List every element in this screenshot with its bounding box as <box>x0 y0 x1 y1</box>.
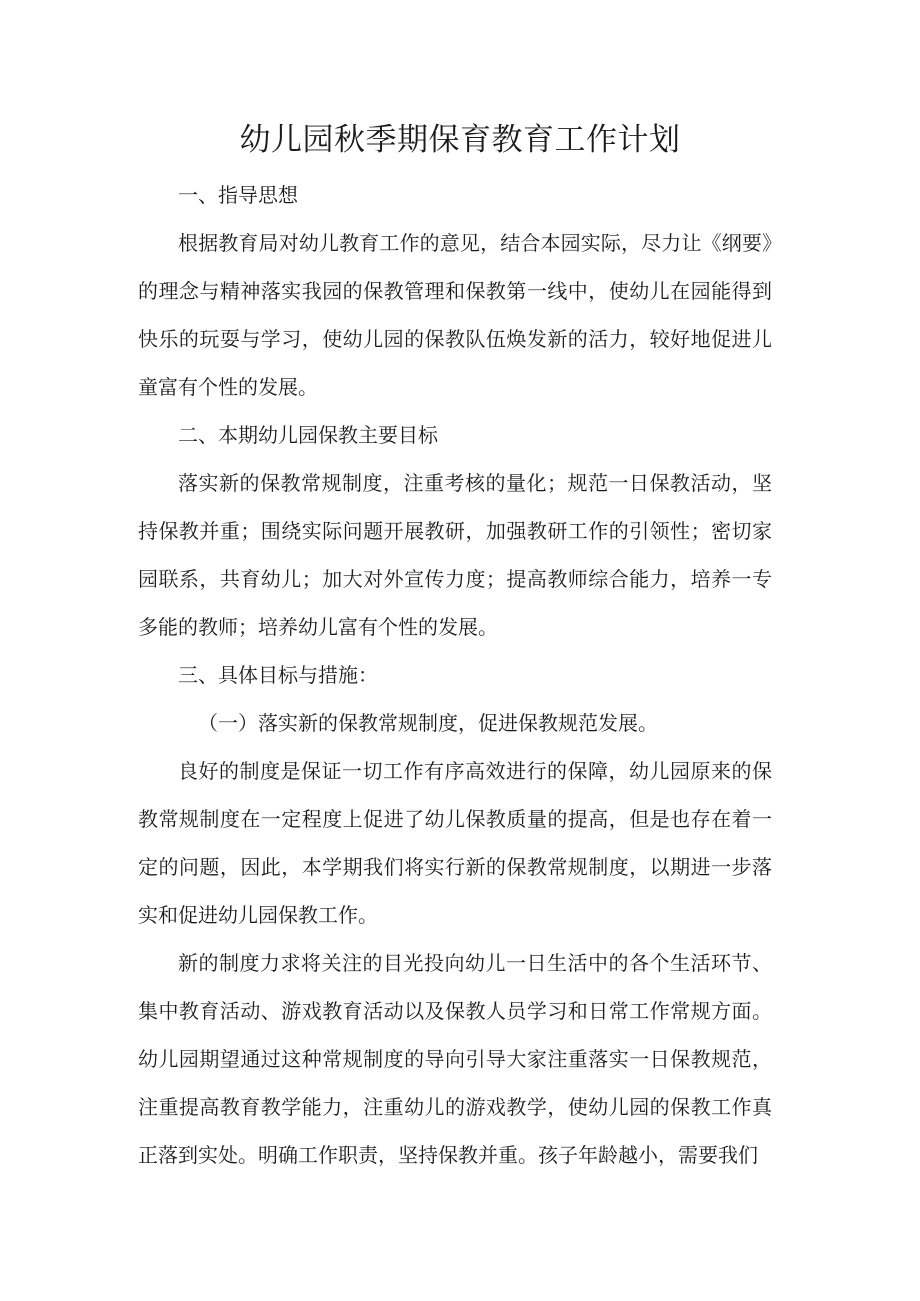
section-heading-guiding-ideology: 一、指导思想 <box>178 183 298 207</box>
document-title: 幼儿园秋季期保育教育工作计划 <box>239 122 681 158</box>
body-paragraph: 新的制度力求将关注的目光投向幼儿一日生活中的各个生活环节、集中教育活动、游戏教育活动以及保教人员学习和日常工作常规方面。幼儿园期望通过这种常规制度的导向引导大家注重落实一日保教规范，注重提高教育教学能力，注重幼儿的游戏教学，使幼儿园的保教工作真正落到实处。明确工作职责，坚持保教并重。孩子年龄越小，需要我们 <box>138 951 772 1167</box>
subsection-heading: （一）落实新的保教常规制度，促进保教规范发展。 <box>198 711 658 735</box>
document-body <box>138 171 772 1179</box>
section-heading-main-goals: 二、本期幼儿园保教主要目标 <box>178 423 438 447</box>
body-paragraph: 良好的制度是保证一切工作有序高效进行的保障，幼儿园原来的保教常规制度在一定程度上促进了幼儿保教质量的提高，但是也存在着一定的问题，因此，本学期我们将实行新的保教常规制度，以期进一步落实和促进幼儿园保教工作。 <box>138 759 772 927</box>
body-paragraph: 落实新的保教常规制度，注重考核的量化；规范一日保教活动，坚持保教并重；围绕实际问题开展教研，加强教研工作的引领性；密切家园联系，共育幼儿；加大对外宣传力度；提高教师综合能力，培养一专多能的教师；培养幼儿富有个性的发展。 <box>138 471 772 639</box>
section-heading-specific-goals: 三、具体目标与措施： <box>178 663 378 687</box>
body-paragraph: 根据教育局对幼儿教育工作的意见，结合本园实际，尽力让《纲要》的理念与精神落实我园的保教管理和保教第一线中，使幼儿在园能得到快乐的玩耍与学习，使幼儿园的保教队伍焕发新的活力，较好地促进儿童富有个性的发展。 <box>138 231 772 399</box>
